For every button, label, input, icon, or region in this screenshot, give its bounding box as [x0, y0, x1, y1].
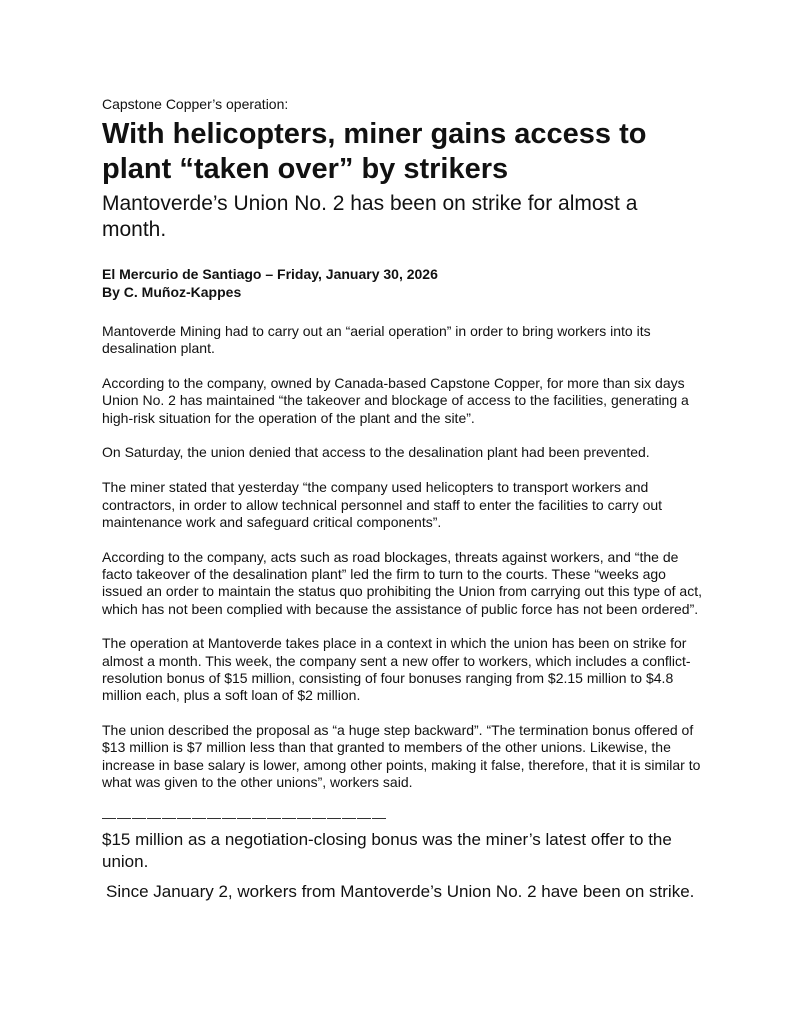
footnote: Since January 2, workers from Mantoverde’s Union No. 2 have been on strike. — [106, 881, 695, 901]
article-body — [102, 323, 702, 791]
paragraph: The union described the proposal as “a huge step backward”. “The termination bonus offered of $13 million is $7 million less than that granted to members of the other unions. Likewise, the increase in base salary is lower, among other points, making it false, therefore, that it is similar to what was given to the other unions”, workers said. — [102, 722, 701, 790]
paragraph: According to the company, acts such as road blockages, threats against workers, and “the de facto takeover of the desalination plant” led the firm to turn to the courts. These “weeks ago issued an order to maintain the status quo prohibiting the Union from carrying out this type of act, which has not been complied with because the assistance of public force has not been ordered”. — [102, 548, 702, 617]
author-line: By C. Muñoz-Kappes — [102, 284, 242, 300]
headline: With helicopters, miner gains access to plant “taken over” by strikers — [102, 118, 647, 185]
article — [102, 96, 702, 903]
footnote: $15 million as a negotiation-closing bonus was the miner’s latest offer to the union. — [102, 829, 672, 871]
divider: ——————————————————— — [102, 808, 387, 825]
byline — [102, 265, 702, 301]
paragraph: The miner stated that yesterday “the company used helicopters to transport workers and contractors, in order to allow technical personnel and staff to enter the facilities to carry out maintenance work and safeguard critical components”. — [102, 479, 663, 530]
paragraph: Mantoverde Mining had to carry out an “aerial operation” in order to bring workers into its desalination plant. — [102, 323, 651, 357]
paragraph: On Saturday, the union denied that access to the desalination plant had been prevented. — [102, 444, 650, 461]
subhead: Mantoverde’s Union No. 2 has been on strike for almost a month. — [102, 192, 638, 241]
source-line: El Mercurio de Santiago – Friday, January 30, 2026 — [102, 266, 438, 282]
paragraph: According to the company, owned by Canada-based Capstone Copper, for more than six days Union No. 2 has maintained “the takeover and blockage of access to the facilities, generating a high-risk situation for the operation of the plant and the site”. — [102, 375, 689, 426]
kicker: Capstone Copper’s operation: — [102, 96, 289, 112]
paragraph: The operation at Mantoverde takes place in a context in which the union has been on strike for almost a month. This week, the company sent a new offer to workers, which includes a conflict-resolution bonus of $15 million, consisting of four bonuses ranging from $2.15 million to $4.8 million each, plus a soft loan of $2 million. — [102, 635, 691, 704]
